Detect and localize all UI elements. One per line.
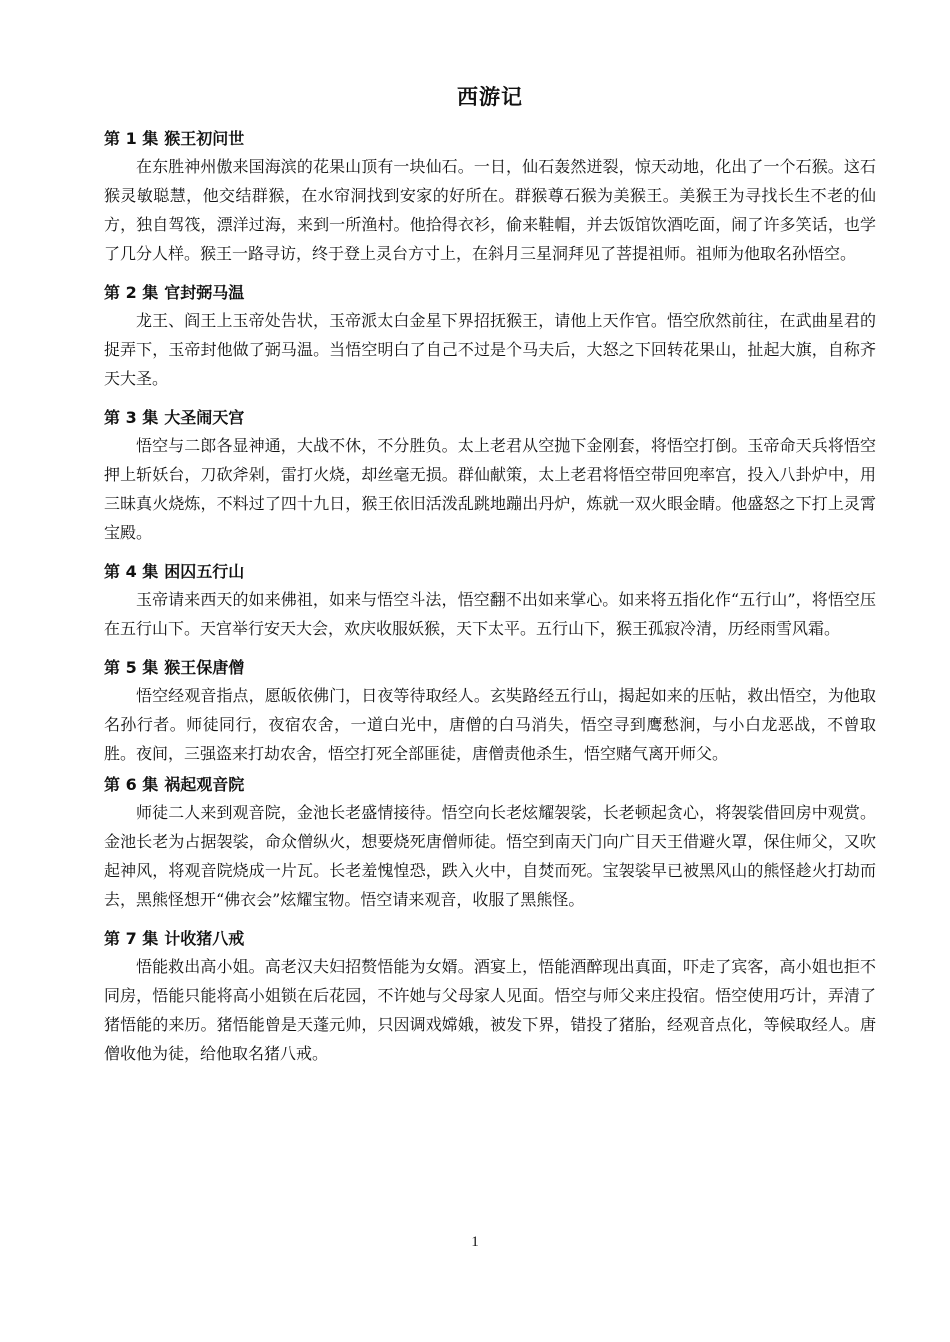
document-title: 西游记 [457,85,523,109]
episode-title: 计收猪八戒 [164,929,245,948]
episode-heading [104,405,876,431]
episode-label: 第 7 集 [104,929,159,948]
episode-heading [104,926,876,952]
episode-title: 猴王保唐僧 [164,658,245,677]
episode-text: 悟能救出高小姐。高老汉夫妇招赘悟能为女婿。酒宴上，悟能酒醉现出真面，吓走了宾客，高小姐也拒不同房，悟能只能将高小姐锁在后花园，不许她与父母家人见面。悟空与师父来庄投宿。悟空使用巧计，弄清了猪悟能的来历。猪悟能曾是天蓬元帅，只因调戏嫦娥，被发下界，错投了猪胎，经观音点化，等候取经人。唐僧收他为徒，给他取名猪八戒。 [104,957,876,1063]
episode-label: 第 3 集 [104,408,159,427]
episode-heading [104,126,876,152]
episode-text: 师徒二人来到观音院，金池长老盛情接待。悟空向长老炫耀袈裟，长老顿起贪心，将袈裟借回房中观赏。金池长老为占据袈裟，命众僧纵火，想要烧死唐僧师徒。悟空到南天门向广目天王借避火罩，保住师父，又吹起神风，将观音院烧成一片瓦。长老羞愧惶恐，跌入火中，自焚而死。宝袈裟早已被黑风山的熊怪趁火打劫而去，黑熊怪想开“佛衣会”炫耀宝物。悟空请来观音，收服了黑熊怪。 [104,803,876,909]
episode-heading [104,280,876,306]
episode-5 [104,655,876,768]
episode-heading [104,772,876,798]
episode-title: 官封弼马温 [164,283,245,302]
episode-heading [104,655,876,681]
episode-heading [104,559,876,585]
episode-label: 第 4 集 [104,562,159,581]
episode-label: 第 5 集 [104,658,159,677]
episode-title: 祸起观音院 [164,775,245,794]
episode-label: 第 2 集 [104,283,159,302]
episode-2 [104,280,876,393]
episode-title: 困囚五行山 [164,562,245,581]
episode-text: 玉帝请来西天的如来佛祖，如来与悟空斗法，悟空翻不出如来掌心。如来将五指化作“五行山”，将悟空压在五行山下。天宫举行安天大会，欢庆收服妖猴，天下太平。五行山下，猴王孤寂冷清，历经雨雪风霜。 [104,590,876,638]
episode-6 [104,772,876,914]
episode-title: 猴王初问世 [164,129,245,148]
episode-1 [104,126,876,268]
episode-3 [104,405,876,547]
episode-text: 悟空与二郎各显神通，大战不休，不分胜负。太上老君从空抛下金刚套，将悟空打倒。玉帝命天兵将悟空押上斩妖台，刀砍斧剁，雷打火烧，却丝毫无损。群仙献策，太上老君将悟空带回兜率宫，投入八卦炉中，用三昧真火烧炼，不料过了四十九日，猴王依旧活泼乱跳地蹦出丹炉，炼就一双火眼金睛。他盛怒之下打上灵霄宝殿。 [104,436,876,542]
episode-7 [104,926,876,1068]
episode-text: 在东胜神州傲来国海滨的花果山顶有一块仙石。一日，仙石轰然迸裂，惊天动地，化出了一个石猴。这石猴灵敏聪慧，他交结群猴，在水帘洞找到安家的好所在。群猴尊石猴为美猴王。美猴王为寻找长生不老的仙方，独自驾筏，漂洋过海，来到一所渔村。他拾得衣衫，偷来鞋帽，并去饭馆饮酒吃面，闹了许多笑话，也学了几分人样。猴王一路寻访，终于登上灵台方寸上，在斜月三星洞拜见了菩提祖师。祖师为他取名孙悟空。 [104,157,876,263]
episode-title: 大圣闹天宫 [164,408,245,427]
episode-text: 龙王、阎王上玉帝处告状，玉帝派太白金星下界招抚猴王，请他上天作官。悟空欣然前往，在武曲星君的捉弄下，玉帝封他做了弼马温。当悟空明白了自己不过是个马夫后，大怒之下回转花果山，扯起大旗，自称齐天大圣。 [104,311,876,388]
episode-label: 第 1 集 [104,129,159,148]
episode-text: 悟空经观音指点，愿皈依佛门，日夜等待取经人。玄奘路经五行山，揭起如来的压帖，救出悟空，为他取名孙行者。师徒同行，夜宿农舍，一道白光中，唐僧的白马消失，悟空寻到鹰愁涧，与小白龙恶战，不曾取胜。夜间，三强盗来打劫农舍，悟空打死全部匪徒，唐僧责他杀生，悟空赌气离开师父。 [104,686,876,763]
document-page [104,82,876,1080]
page-number: 1 [471,1234,479,1250]
episode-label: 第 6 集 [104,775,159,794]
episode-4 [104,559,876,643]
